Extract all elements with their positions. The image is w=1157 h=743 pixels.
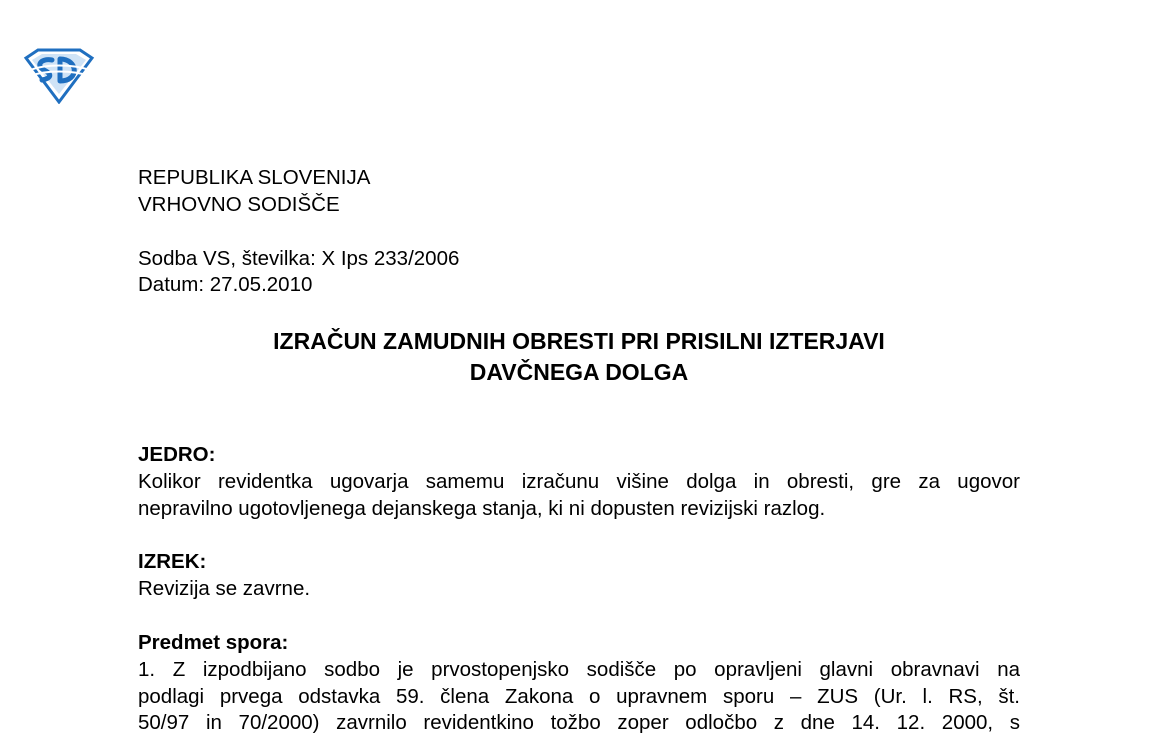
document-title-line-1: IZRAČUN ZAMUDNIH OBRESTI PRI PRISILNI IZTERJAVI bbox=[273, 328, 885, 354]
republic-name: REPUBLIKA SLOVENIJA bbox=[138, 166, 371, 189]
jedro-line: Kolikor revidentka ugovarja samemu izračunu višine dolga in obresti, gre za ugovor bbox=[138, 470, 1020, 493]
izrek-heading: IZREK: bbox=[138, 550, 207, 573]
court-name: VRHOVNO SODIŠČE bbox=[138, 193, 340, 216]
sd-shield-logo-icon bbox=[22, 48, 96, 104]
case-date: Datum: 27.05.2010 bbox=[138, 273, 313, 296]
predmet-line: 1. Z izpodbijano sodbo je prvostopenjsko sodišče po opravljeni glavni obravnavi na bbox=[138, 658, 1020, 681]
case-number: Sodba VS, številka: X Ips 233/2006 bbox=[138, 247, 460, 270]
predmet-spora-paragraph bbox=[138, 657, 1020, 737]
predmet-spora-heading: Predmet spora: bbox=[138, 631, 289, 654]
predmet-line: 50/97 in 70/2000) zavrnilo revidentkino tožbo zoper odločbo z dne 14. 12. 2000, s bbox=[138, 711, 1020, 734]
jedro-heading: JEDRO: bbox=[138, 443, 216, 466]
predmet-line: podlagi prvega odstavka 59. člena Zakona o upravnem sporu – ZUS (Ur. l. RS, št. bbox=[138, 684, 1020, 708]
jedro-paragraph bbox=[138, 469, 1020, 522]
izrek-text: Revizija se zavrne. bbox=[138, 577, 311, 600]
document-title-line-2: DAVČNEGA DOLGA bbox=[469, 359, 689, 385]
jedro-line: nepravilno ugotovljenega dejanskega stanja, ki ni dopusten revizijski razlog. bbox=[138, 496, 826, 520]
